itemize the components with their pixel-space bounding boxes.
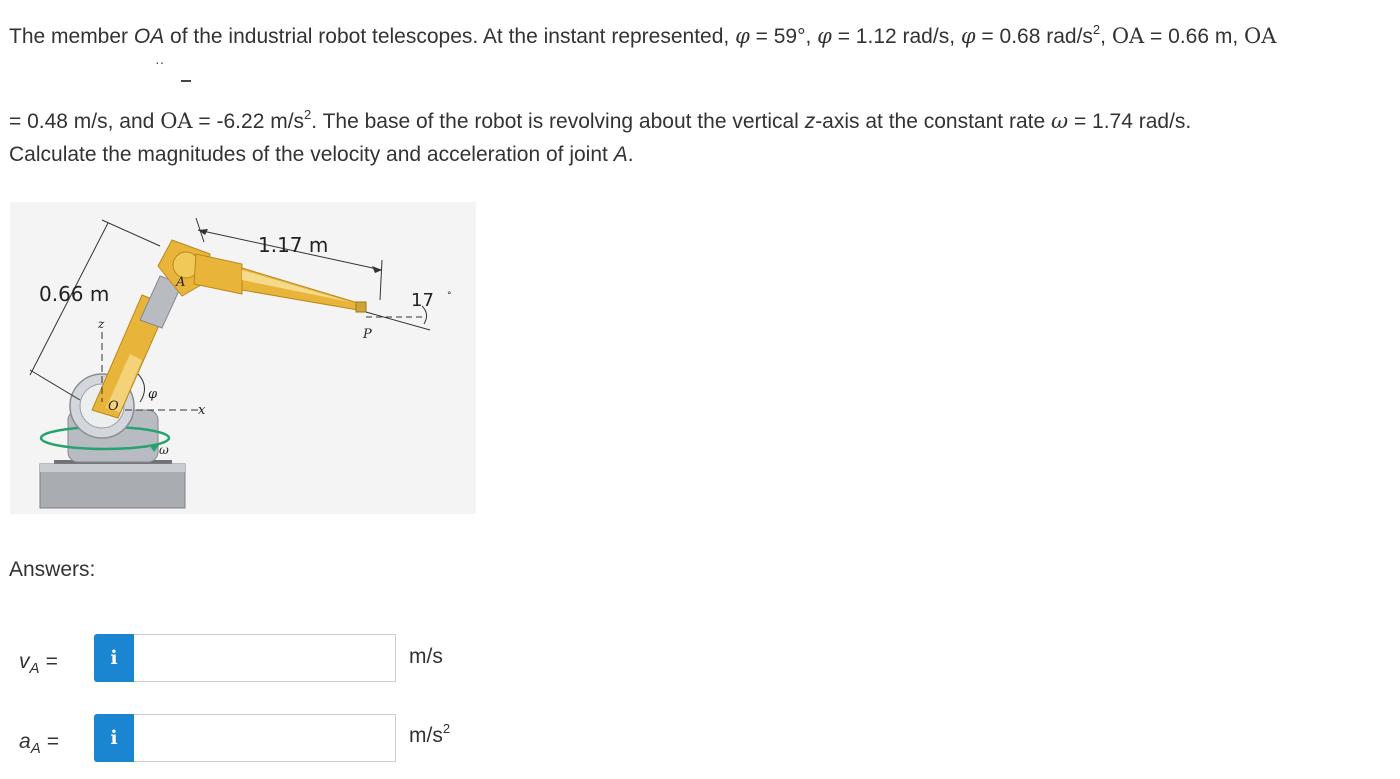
member-oa-label: OA [133, 25, 165, 48]
aa-answer-input[interactable] [134, 714, 396, 762]
label-x: x [198, 403, 206, 418]
problem-text: . [627, 143, 634, 166]
dim-label-upper: 1.17 m [258, 233, 329, 257]
upper-arm-block [194, 254, 242, 294]
dim-label-lower: 0.66 m [39, 282, 110, 306]
phi-symbol: φ [735, 24, 750, 48]
ddot-mark: ·· [155, 54, 165, 70]
squared-sup: 2 [1092, 22, 1101, 37]
answers-heading: Answers: [9, 558, 96, 581]
label-p: P [363, 327, 372, 342]
phi-dot-value: = 1.12 rad/s, [831, 25, 961, 48]
wrist [356, 302, 366, 312]
problem-line-1: The member OA of the industrial robot telescopes. At the instant represented, φ = 59°, φ = 1.12 rad/s, φ = 0.68 rad/$s^2$, OA = 0.66 m, OA [9, 22, 1277, 48]
omega-symbol: ω [1050, 109, 1069, 133]
label-z: z [98, 317, 105, 331]
robot-diagram [10, 202, 476, 514]
aa-unit: $m/s^2$ [409, 721, 451, 747]
oa-dot-symbol: OA [1244, 24, 1277, 48]
aa-label: $a_A$ = [19, 730, 59, 758]
problem-text: of the industrial robot telescopes. At the instant represented, [164, 25, 736, 48]
problem-line-2 [9, 108, 1191, 135]
label-a: A [176, 275, 186, 290]
oa-ddot-value: = -6.22 m/s [192, 110, 305, 133]
label-omega: ω [159, 443, 169, 457]
phi-arc [138, 374, 145, 402]
angle-label: 17 [411, 290, 434, 311]
z-axis-label: z [804, 110, 816, 133]
overbar-mark [181, 80, 191, 82]
oa-ddot-symbol: OA [160, 109, 193, 133]
label-o: O [108, 399, 119, 414]
robot-figure [10, 202, 476, 514]
oa-dot-value: = 0.48 m/s, and [9, 110, 161, 133]
problem-line-3 [9, 142, 634, 168]
oa-value: = 0.66 m, [1144, 25, 1245, 48]
angle-line [366, 312, 430, 330]
phi-value: = 59°, [749, 25, 818, 48]
phi-ddot-value: = 0.68 rad/s [975, 25, 1093, 48]
label-phi: φ [148, 387, 158, 402]
joint-a-label: A [613, 143, 628, 166]
problem-text: . The base of the robot is revolving about the vertical [311, 110, 805, 133]
problem-text: -axis at the constant rate [815, 110, 1051, 133]
va-unit: m/s [409, 645, 443, 668]
problem-text: Calculate the magnitudes of the velocity and acceleration of joint [9, 143, 614, 166]
va-label: $v_A$ = [19, 650, 58, 678]
phi-ddot-symbol: φ [960, 24, 976, 48]
info-button-va[interactable]: i [94, 634, 134, 682]
squared-sup: 2 [304, 107, 312, 122]
phi-dot-symbol: φ [817, 24, 832, 48]
problem-text: The member [9, 25, 134, 48]
oa-symbol: OA [1111, 24, 1145, 48]
omega-value: = 1.74 rad/s. [1068, 110, 1192, 133]
info-button-aa[interactable]: i [94, 714, 134, 762]
degree-mark: ° [447, 291, 452, 301]
base-block-highlight [40, 464, 185, 472]
va-answer-input[interactable] [134, 634, 396, 682]
